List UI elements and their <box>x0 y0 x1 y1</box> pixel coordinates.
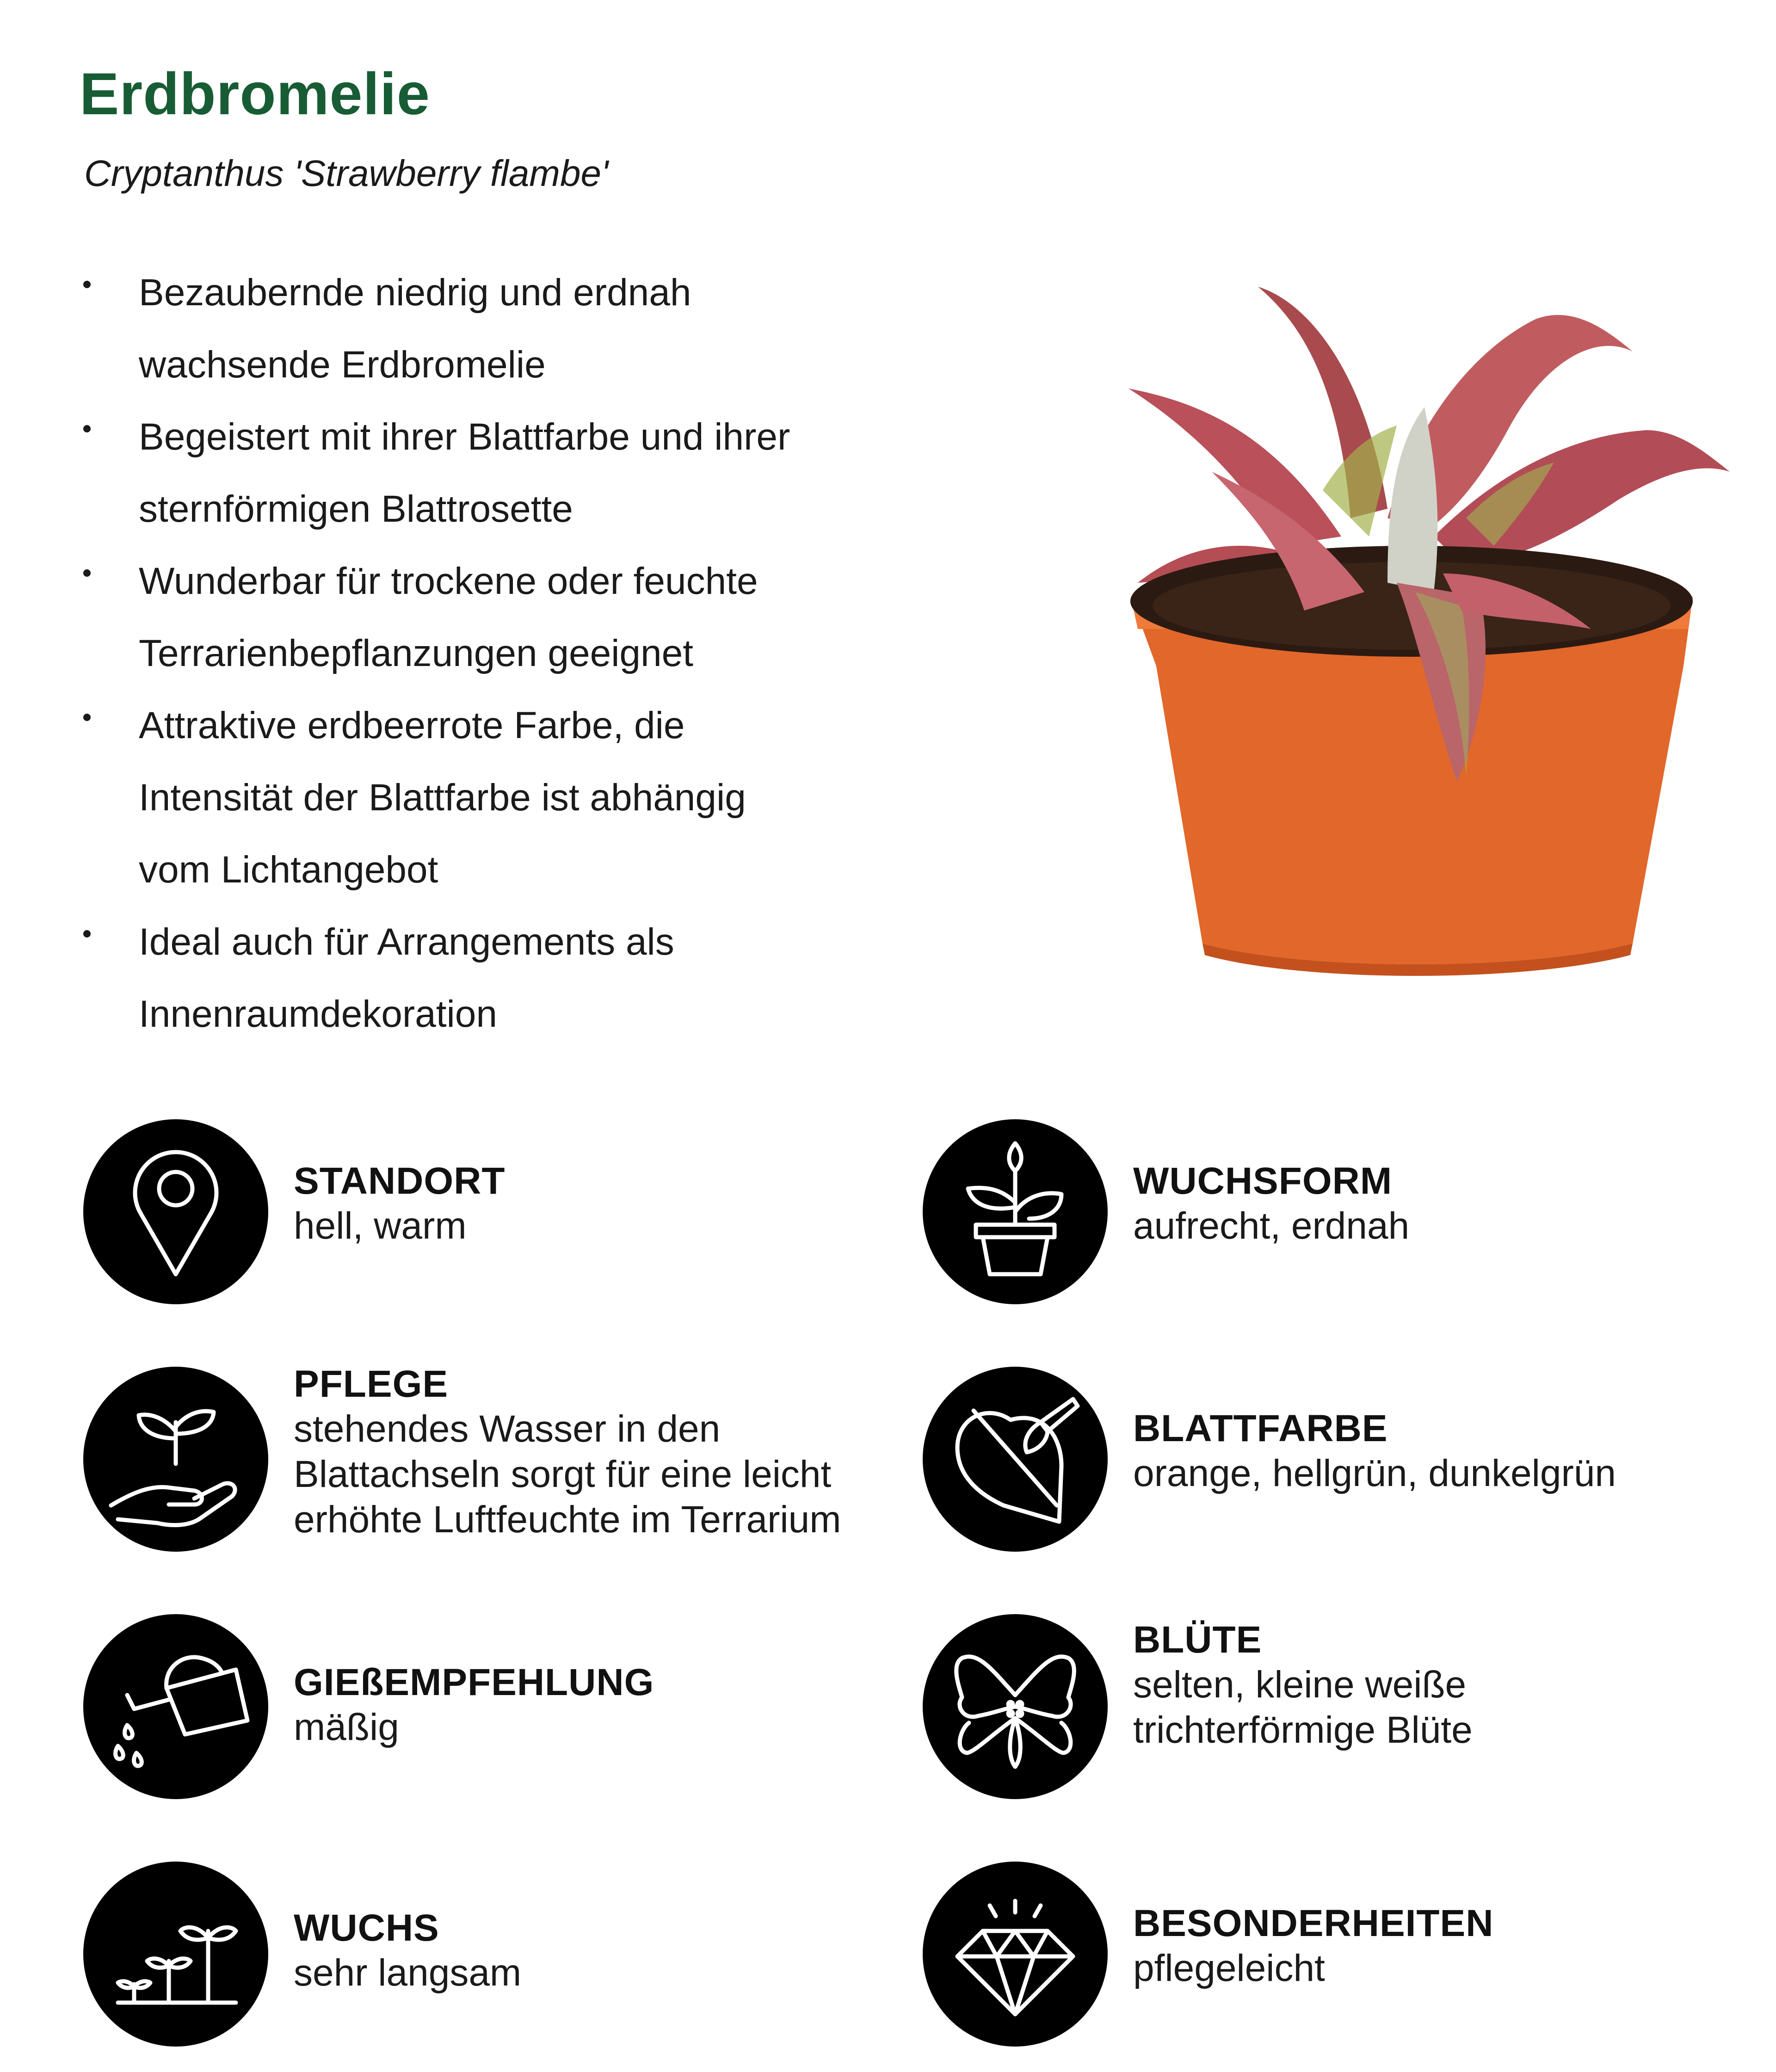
feature-value: erhöhte Luftfeuchte im Terrarium <box>294 1498 841 1541</box>
feature-value: stehendes Wasser in den <box>294 1408 721 1450</box>
leaf-brush-icon <box>923 1367 1108 1552</box>
feature-blattfarbe <box>923 1367 1709 1552</box>
feature-value: mäßig <box>294 1706 399 1748</box>
bullet-icon <box>83 714 91 721</box>
list-item: Ideal auch für Arrangements als Innenraumdekoration <box>83 906 916 1050</box>
feature-value: orange, hellgrün, dunkelgrün <box>1133 1452 1616 1494</box>
feature-value: trichterförmige Blüte <box>1133 1709 1473 1751</box>
feature-value: pflegeleicht <box>1133 1947 1325 1989</box>
bullet-icon <box>83 930 91 937</box>
feature-value: Blattachseln sorgt für eine leicht <box>294 1453 832 1495</box>
feature-label: BLATTFARBE <box>1133 1407 1388 1449</box>
feature-standort <box>83 1119 870 1304</box>
watering-can-icon <box>83 1614 268 1799</box>
list-item: Wunderbar für trockene oder feuchte Terrarienbepflanzungen geeignet <box>83 545 916 690</box>
feature-pflege <box>83 1363 870 1552</box>
feature-label: GIEßEMPFEHLUNG <box>294 1661 654 1703</box>
hand-sprout-icon <box>83 1367 268 1552</box>
feature-label: BLÜTE <box>1133 1619 1262 1661</box>
feature-label: WUCHS <box>294 1907 439 1949</box>
feature-bluete <box>923 1614 1709 1799</box>
feature-label: PFLEGE <box>294 1363 449 1405</box>
list-item: Begeistert mit ihrer Blattfarbe und ihrer sternförmigen Blattrosette <box>83 401 916 545</box>
feature-label: STANDORT <box>294 1160 506 1202</box>
feature-label: BESONDERHEITEN <box>1133 1902 1494 1944</box>
botanical-name: Cryptanthus 'Strawberry flambe' <box>84 153 609 194</box>
list-item: Bezaubernde niedrig und erdnah wachsende Erdbromelie <box>83 257 916 401</box>
feature-label: WUCHSFORM <box>1133 1160 1393 1202</box>
flower-icon <box>923 1614 1108 1799</box>
diamond-icon <box>923 1862 1108 2047</box>
bullet-icon <box>83 425 91 432</box>
page-title: Erdbromelie <box>80 61 430 127</box>
feature-value: hell, warm <box>294 1205 467 1247</box>
bullet-icon <box>83 281 91 288</box>
sprouts-icon <box>83 1862 268 2047</box>
feature-besonderheiten <box>923 1862 1709 2047</box>
plant-photo <box>1064 213 1758 990</box>
feature-bullet-list <box>83 257 916 1050</box>
list-item: Attraktive erdbeerrote Farbe, die Intensität der Blattfarbe ist abhängig vom Lichtangebot <box>83 690 916 906</box>
feature-value: aufrecht, erdnah <box>1133 1205 1410 1247</box>
location-pin-icon <box>83 1119 268 1304</box>
feature-wuchsform <box>923 1119 1709 1304</box>
feature-value: selten, kleine weiße <box>1133 1664 1467 1706</box>
feature-giessempfehlung <box>83 1614 870 1799</box>
feature-wuchs <box>83 1862 870 2047</box>
feature-value: sehr langsam <box>294 1952 522 1994</box>
potted-plant-icon <box>923 1119 1108 1304</box>
bullet-icon <box>83 569 91 577</box>
